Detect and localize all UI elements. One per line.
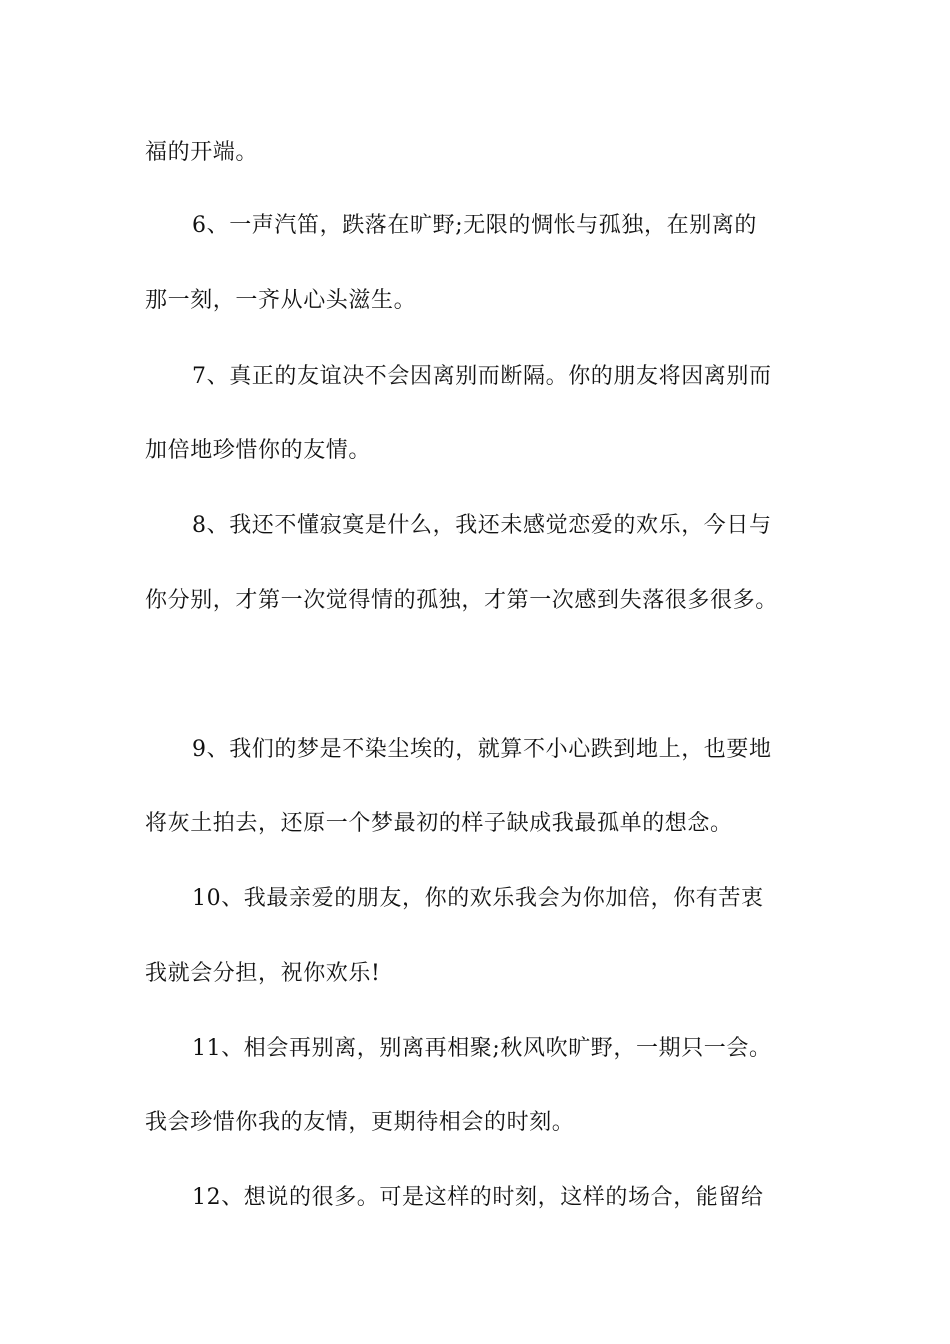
text-line: 加倍地珍惜你的友情。 [145, 438, 372, 463]
text-line: 我会珍惜你我的友情，更期待相会的时刻。 [145, 1110, 575, 1135]
text-line: 你分别，才第一次觉得情的孤独，才第一次感到失落很多很多。 [145, 588, 778, 613]
text-line: 10、我最亲爱的朋友，你的欢乐我会为你加倍，你有苦衷 [192, 886, 764, 911]
text-line: 7、真正的友谊决不会因离别而断隔。你的朋友将因离别而 [192, 364, 772, 389]
text-line: 我就会分担，祝你欢乐! [145, 961, 381, 986]
text-line: 8、我还不懂寂寞是什么，我还未感觉恋爱的欢乐，今日与 [192, 513, 772, 538]
text-line: 11、相会再别离，别离再相聚;秋风吹旷野，一期只一会。 [192, 1036, 772, 1061]
text-line: 12、想说的很多。可是这样的时刻，这样的场合，能留给 [192, 1185, 764, 1210]
text-line: 9、我们的梦是不染尘埃的，就算不小心跌到地上，也要地 [192, 737, 772, 762]
text-line: 那一刻，一齐从心头滋生。 [145, 288, 417, 313]
text-line: 福的开端。 [145, 140, 259, 165]
text-line: 将灰土拍去，还原一个梦最初的样子缺成我最孤单的想念。 [145, 811, 733, 836]
text-line: 6、一声汽笛，跌落在旷野;无限的惆怅与孤独，在别离的 [192, 213, 758, 238]
